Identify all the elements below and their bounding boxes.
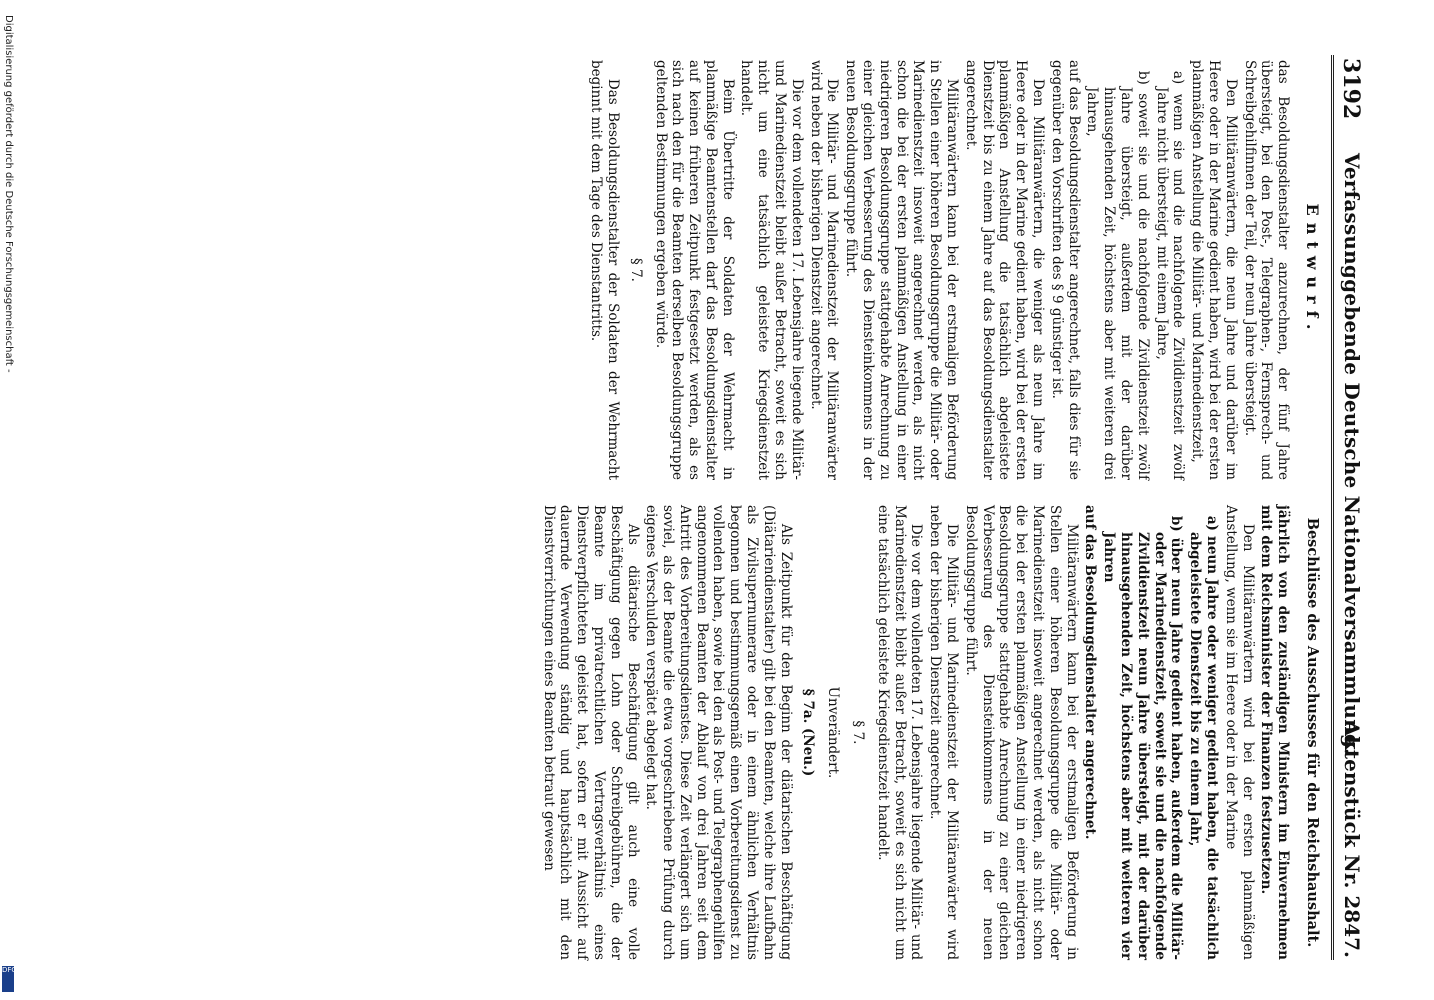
left-list-item: b) soweit sie und die nachfolgende Zivildienstzeit zwölf Jahre übersteigt, außerdem mit der darüber hinausgehenden Zeit, höchstens aber mit weiteren drei Jahren, <box>1084 70 1151 480</box>
left-column <box>585 60 1326 480</box>
footer-strip <box>0 0 17 1000</box>
right-list-item: a) neun Jahre oder weniger gedient haben, die tatsächlich abgeleistete Dienstzeit bis zu einem Jahr, <box>1187 515 1221 960</box>
right-section-7-heading: § 7. <box>850 720 867 745</box>
right-section-7a-paragraph: Als diätarische Beschäftigung gilt auch eine volle Beschäftigung gegen Lohn oder Schreibgebühren, die der Beamte im privatrechtlichen Vertragsverhältnis eines Dienstverpflichteten geleistet hat, sofern er mit Aussicht auf dauernde Verwendung ständig und hauptsächlich mit den Dienstverrichtungen eines Beamten betraut gewesen <box>540 505 641 960</box>
right-paragraph: Den Militäranwärtern wird bei der ersten planmäßigen Anstellung, wenn sie im Heere oder in der Marine <box>1222 505 1256 960</box>
page-header <box>1334 58 1364 958</box>
left-paragraph: das Besoldungsdienstalter anzurechnen, der fünf Jahre übersteigt, bei den Post-, Telegraphen-, Fernsprech- und Schreibgehilfinnen der Teil, der neun Jahre übersteigt. <box>1241 60 1292 480</box>
left-list-item: a) wenn sie und die nachfolgende Zivildienstzeit zwölf Jahre nicht übersteigt, mit einem Jahre, <box>1153 70 1187 480</box>
left-paragraph: Den Militäranwärtern, die weniger als neun Jahre im Heere oder in der Marine gedient haben, wird bei der ersten planmäßigen Anstellung die tatsächlich abgeleistete Dienstzeit bis zu einem Jahre auf das Besoldungsdienstalter angerechnet. <box>962 60 1047 480</box>
document-title: Verfassunggebende Deutsche Nationalversammlung. <box>1340 153 1364 756</box>
left-section-7-heading: § 7. <box>627 258 644 282</box>
left-section-7-text: Das Besoldungsdienstalter der Soldaten der Wehrmacht beginnt mit dem Tage des Dienstantritts. <box>588 60 621 480</box>
right-section-7a-heading: § 7a. (Neu.) <box>800 688 817 777</box>
digitization-credit: Digitalisierung gefördert durch die Deutsche Forschungsgemeinschaft - <box>3 15 14 373</box>
right-list-item: b) über neun Jahre gedient haben, außerdem die Militär- oder Marinedienstzeit, soweit sie und die nachfolgende Zivildienstzeit neun Jahre übersteigt, mit der darüber hinausgehenden Zeit, höchstens aber mit weiteren vier Jahren <box>1101 515 1185 960</box>
right-paragraph: Die vor dem vollendeten 17. Lebensjahre liegende Militär- und Marinedienstzeit bleibt außer Betracht, soweit es sich nicht um eine tatsächlich geleistete Kriegsdienstzeit handelt. <box>874 505 925 960</box>
right-unchanged-note: Unverändert. <box>825 686 842 779</box>
left-paragraph: auf das Besoldungsdienstalter angerechnet, falls dies für sie gegenüber den Vorschriften des § 9 günstiger ist. <box>1048 60 1082 480</box>
document-reference: Aktenstück Nr. 2847. <box>1340 720 1364 958</box>
right-paragraph: jährlich von den zuständigen Ministern im Einvernehmen mit dem Reichsminister der Finanzen festzusetzen. <box>1258 505 1292 960</box>
left-paragraph: Militäranwärtern kann bei der erstmaligen Beförderung in Stellen einer höheren Besoldungsgruppe die Militär- oder Marinedienstzeit insoweit angerechnet werden, als nicht schon die bei der ersten planmäßigen Anstellung in einer niedrigeren Besoldungsgruppe stattgehabte Anrechnung zu einer gleichen Verbesserung des Diensteinkommens in der neuen Besoldungsgruppe führt. <box>843 60 961 480</box>
dfg-logo-icon: DFG <box>2 966 14 992</box>
left-paragraph: Den Militäranwärtern, die neun Jahre und darüber im Heere oder in der Marine gedient haben, wird bei der ersten planmäßigen Anstellung die Militär- und Marinedienstzeit, <box>1189 60 1239 480</box>
right-column <box>538 505 1326 960</box>
header-rule <box>1331 55 1334 960</box>
left-paragraph: Beim Übertritte der Soldaten der Wehrmacht in planmäßige Beamtenstellen darf das Besoldungsdienstalter auf keinen früheren Zeitpunkt festgesetzt werden, als es sich nach den für die Beamten derselben Besoldungsgruppe geltenden Bestimmungen ergeben würde. <box>652 60 736 480</box>
left-column-heading: Entwurf. <box>1303 203 1322 337</box>
page-number: 3192 <box>1338 58 1364 120</box>
left-paragraph: Die vor dem vollendeten 17. Lebensjahre liegende Militär- und Marinedienstzeit bleibt außer Betracht, soweit es sich nicht um eine tatsächlich geleistete Kriegsdienstzeit handelt. <box>738 60 805 480</box>
right-section-7a-paragraph: Als Zeitpunkt für den Beginn der diätarischen Beschäftigung (Diätariendienstalter) gilt bei den Beamten, welche ihre Laufbahn als Zivilsupernumerare oder in einem ähnlichen Verhältnis begonnen und bestimmungsgemäß einen Vorbereitungsdienst zu vollenden haben, sowie bei den als Post- und Telegraphengehilfen angenommenen Beamten der Ablauf von drei Jahren seit dem Antritt des Vorbereitungsdienstes. Diese Zeit verlängert sich um soviel, als der Beamte die etwa vorgeschriebene Prüfung durch eigenes Verschulden verspätet abgelegt hat. <box>643 505 794 960</box>
right-column-heading: Beschlüsse des Ausschusses für den Reichshaushalt. <box>1304 517 1321 948</box>
left-paragraph: Die Militär- und Marinedienstzeit der Militäranwärter wird neben der bisherigen Dienstzeit angerechnet. <box>807 60 841 480</box>
right-paragraph: Militäranwärtern kann bei der erstmaligen Beförderung in Stellen einer höheren Besoldungsgruppe die Militär- oder Marinedienstzeit insoweit angerechnet werden, als nicht schon die bei der ersten planmäßigen Anstellung in einer niedrigeren Besoldungsgruppe stattgehabte Anrechnung zu einer gleichen Verbesserung des Diensteinkommens in der neuen Besoldungsgruppe führt. <box>962 505 1080 960</box>
right-paragraph: Die Militär- und Marinedienstzeit der Militäranwärter wird neben der bisherigen Dienstzeit angerechnet. <box>927 505 961 960</box>
right-paragraph: auf das Besoldungsdienstalter angerechnet. <box>1082 505 1099 840</box>
